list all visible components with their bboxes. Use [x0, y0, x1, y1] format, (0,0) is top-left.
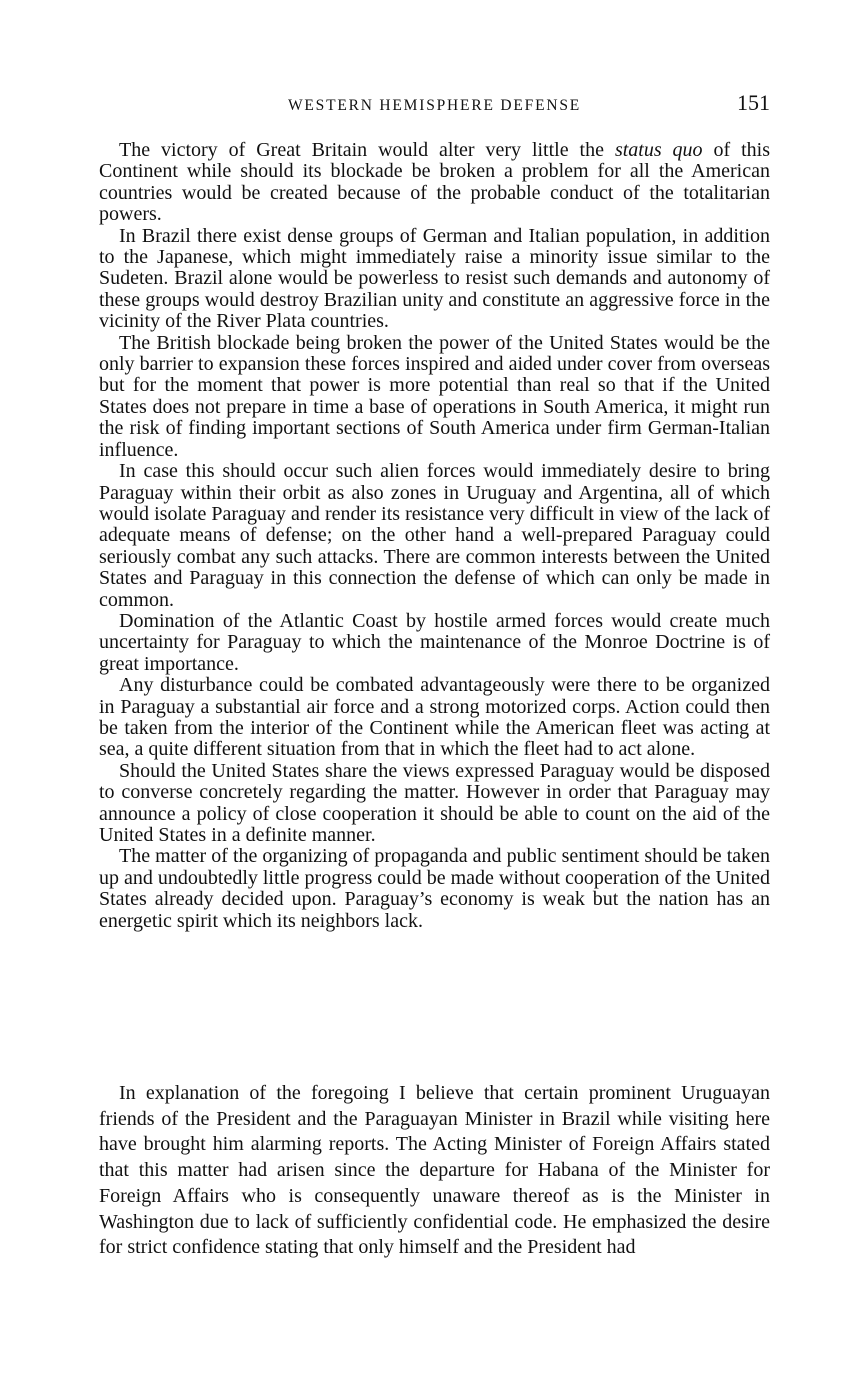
- quoted-paragraph-7: Should the United States share the views expressed Paraguay would be disposed to converse concretely regarding the matter. However in order that Paraguay may announce a policy of close cooperation it should be able to count on the aid of the United States in a definite manner.: [99, 759, 770, 846]
- italic-term: status quo: [614, 139, 703, 161]
- quoted-telegram-text: [99, 140, 770, 932]
- quoted-paragraph-5: Domination of the Atlantic Coast by hostile armed forces would create much uncertainty for Paraguay to which the maintenance of the Monroe Doctrine is of great importance.: [99, 609, 770, 675]
- quoted-paragraph-3: The British blockade being broken the power of the United States would be the only barrier to expansion these forces inspired and aided under cover from overseas but for the moment that power is more potential than real so that if the United States does not prepare in time a base of operations in South America, it might run the risk of finding important sections of South America under firm German-Italian influence.: [99, 331, 770, 461]
- text-run: The victory of Great Britain would alter very little the: [119, 139, 615, 161]
- main-text: [99, 1081, 770, 1261]
- quoted-paragraph-4: In case this should occur such alien forces would immediately desire to bring Paraguay within their orbit as also zones in Uruguay and Argentina, all of which would isolate Paraguay and render its resistance very difficult in view of the lack of adequate means of defense; on the other hand a well-prepared Paraguay could seriously combat any such attacks. There are common interests between the United States and Paraguay in this connection the defense of which can only be made in common.: [99, 460, 770, 611]
- quoted-paragraph-8: The matter of the organizing of propaganda and public sentiment should be taken up and undoubtedly little progress could be made without cooperation of the United States already decided upon. Paraguay’s economy is weak but the nation has an energetic spirit which its neighbors lack.: [99, 845, 770, 932]
- quoted-paragraph-6: Any disturbance could be combated advantageously were there to be organized in Paraguay a substantial air force and a strong motorized corps. Action could then be taken from the interior of the Continent while the American fleet was acting at sea, a quite different situation from that in which the fleet had to act alone.: [99, 674, 770, 761]
- quoted-paragraph-2: In Brazil there exist dense groups of German and Italian population, in addition to the Japanese, which might immediately raise a minority issue similar to the Sudeten. Brazil alone would be powerless to resist such demands and autonomy of these groups would destroy Brazilian unity and constitute an aggressive force in the vicinity of the River Plata countries.: [99, 224, 770, 333]
- quoted-paragraph-1: [99, 140, 770, 226]
- page-number: 151: [737, 90, 770, 115]
- running-title: WESTERN HEMISPHERE DEFENSE: [287, 97, 582, 114]
- text-run: of this Continent while should its blockade be broken a problem for all the American countries would be created because of the probable conduct of the totalitarian powers.: [99, 139, 770, 226]
- body-paragraph: In explanation of the foregoing I believe that certain prominent Uruguayan friends of the President and the Paraguayan Minister in Brazil while visiting here have brought him alarming reports. The Acting Minister of Foreign Affairs stated that this matter had arisen since the departure for Habana of the Minister for Foreign Affairs who is consequently unaware thereof as is the Minister in Washington due to lack of sufficiently confidential code. He emphasized the desire for strict confidence stating that only himself and the President had: [99, 1082, 770, 1259]
- page-header: [99, 88, 770, 122]
